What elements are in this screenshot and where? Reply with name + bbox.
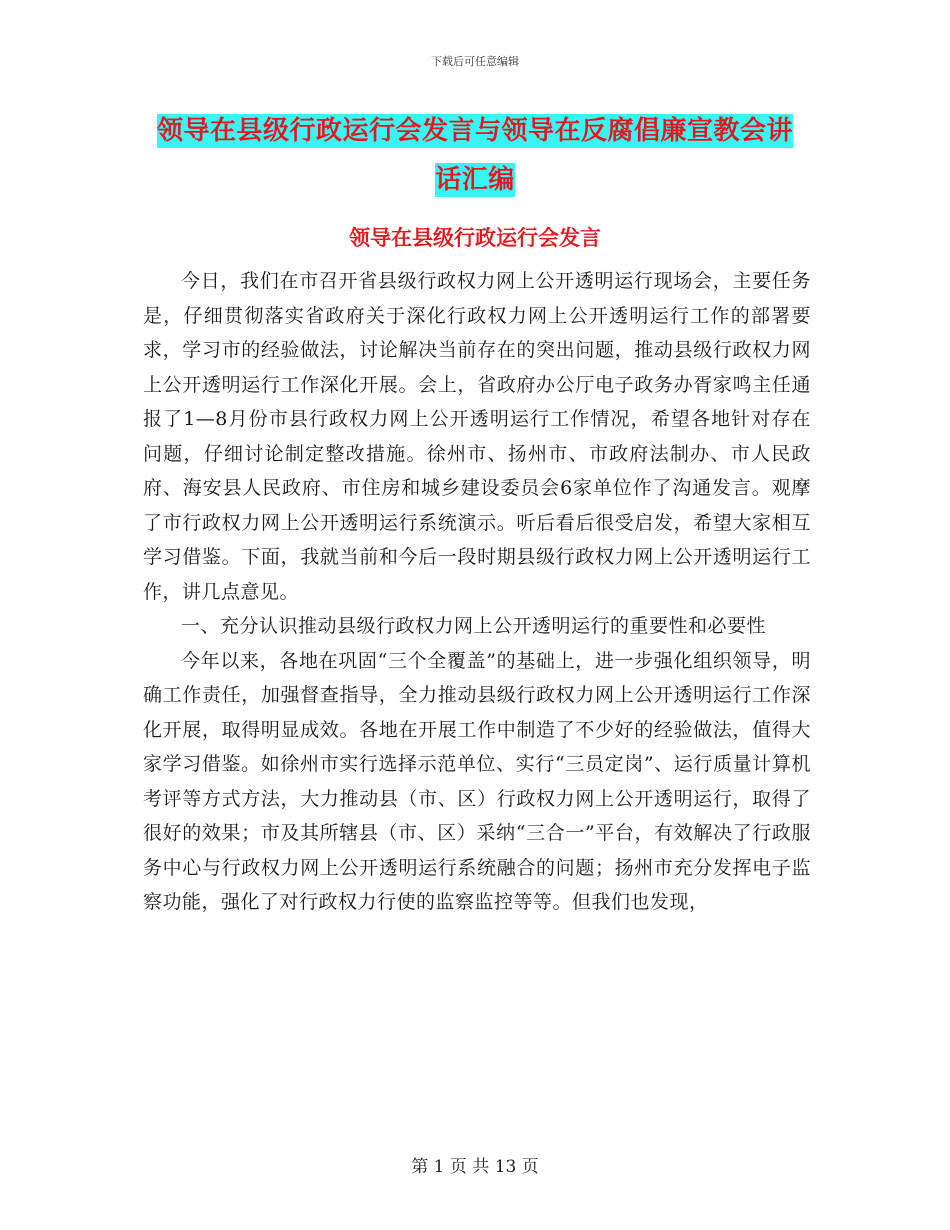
page-footer: 第 1 页 共 13 页 [411, 1157, 539, 1177]
document-title [150, 108, 800, 206]
document-title-text: 领导在县级行政运行会发言与领导在反腐倡廉宣教会讲话汇编 [156, 116, 793, 195]
paragraph: 今年以来，各地在巩固“三个全覆盖”的基础上，进一步强化组织领导，明确工作责任，加强督查指导，全力推动县级行政权力网上公开透明运行工作深化开展，取得明显成效。各地在开展工作中制造了不少好的经验做法，值得大家学习借鉴。如徐州市实行选择示范单位、实行“三员定岗”、运行质量计算机考评等方式方法，大力推动县（市、区）行政权力网上公开透明运行，取得了很好的效果；市及其所辖县（市、区）采纳“三合一”平台，有效解决了行政服务中心与行政权力网上公开透明运行系统融合的问题；扬州市充分发挥电子监察功能，强化了对行政权力行使的监察监控等等。但我们也发现， [143, 649, 811, 913]
paragraph: 一、充分认识推动县级行政权力网上公开透明运行的重要性和必要性 [181, 615, 767, 637]
header-note: 下载后可任意编辑 [431, 55, 519, 68]
section-subtitle: 领导在县级行政运行会发言 [349, 226, 601, 250]
paragraph: 今日，我们在市召开省县级行政权力网上公开透明运行现场会，主要任务是，仔细贯彻落实省政府关于深化行政权力网上公开透明运行工作的部署要求，学习市的经验做法，讨论解决当前存在的突出问题，推动县级行政权力网上公开透明运行工作深化开展。会上，省政府办公厅电子政务办胥家鸣主任通报了1—8月份市县行政权力网上公开透明运行工作情况，希望各地针对存在问题，仔细讨论制定整改措施。徐州市、扬州市、市政府法制办、市人民政府、海安县人民政府、市住房和城乡建设委员会6家单位作了沟通发言。观摩了市行政权力网上公开透明运行系统演示。听后看后很受启发，希望大家相互学习借鉴。下面，我就当前和今后一段时期县级行政权力网上公开透明运行工作，讲几点意见。 [143, 270, 811, 603]
body-text [143, 264, 811, 920]
